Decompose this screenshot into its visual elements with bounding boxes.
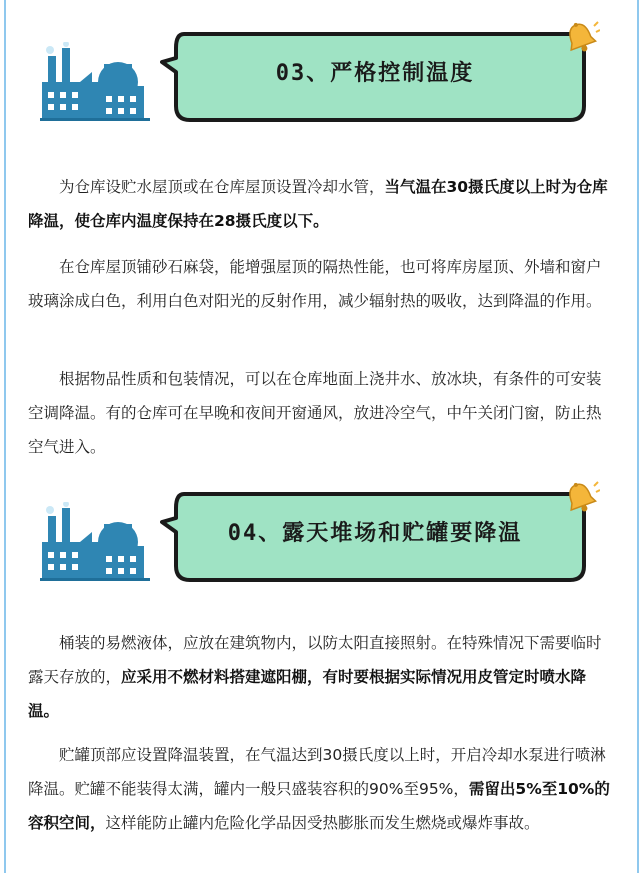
text-run: 为仓库设贮水屋顶或在仓库屋顶设置冷却水管， xyxy=(59,178,385,196)
text-run: 根据物品性质和包装情况，可以在仓库地面上浇井水、放冰块，有条件的可安装空调降温。有的仓库可在早晚和夜间开窗通风，放进冷空气，中午关闭门窗，防止热空气进入。 xyxy=(28,370,602,456)
bell-icon xyxy=(562,20,600,58)
factory-icon xyxy=(40,42,150,122)
section-title: 03、严格控制温度 xyxy=(275,61,475,86)
paragraph xyxy=(28,626,616,728)
section-header-04 xyxy=(0,480,643,590)
text-run: 这样能防止罐内危险化学品因受热膨胀而发生燃烧或爆炸事故。 xyxy=(105,814,540,832)
bold-text: 需留出5%至10%的容积空间， xyxy=(28,780,610,832)
text-run: 贮罐顶部应设置降温装置，在气温达到30摄氏度以上时，开启冷却水泵进行喷淋降温。贮罐不能装得太满，罐内一般只盛装容积的90%至95%， xyxy=(28,746,606,798)
page-border-right xyxy=(637,0,639,873)
paragraph xyxy=(28,738,616,840)
section-header-03 xyxy=(0,20,643,130)
bold-text: 当气温在30摄氏度以上时为仓库降温，使仓库内温度保持在28摄氏度以下。 xyxy=(28,178,608,230)
factory-icon xyxy=(40,502,150,582)
bell-icon xyxy=(562,480,600,518)
text-run: 桶装的易燃液体，应放在建筑物内，以防太阳直接照射。在特殊情况下需要临时露天存放的， xyxy=(28,634,602,686)
paragraph xyxy=(28,170,616,238)
section-title: 04、露天堆场和贮罐要降温 xyxy=(227,521,523,546)
bold-text: 应采用不燃材料搭建遮阳棚，有时要根据实际情况用皮管定时喷水降温。 xyxy=(28,668,587,720)
paragraph xyxy=(28,362,616,464)
paragraph xyxy=(28,250,616,318)
page-border-left xyxy=(4,0,6,873)
text-run: 在仓库屋顶铺砂石麻袋，能增强屋顶的隔热性能，也可将库房屋顶、外墙和窗户玻璃涂成白色，利用白色对阳光的反射作用，减少辐射热的吸收，达到降温的作用。 xyxy=(28,258,602,310)
